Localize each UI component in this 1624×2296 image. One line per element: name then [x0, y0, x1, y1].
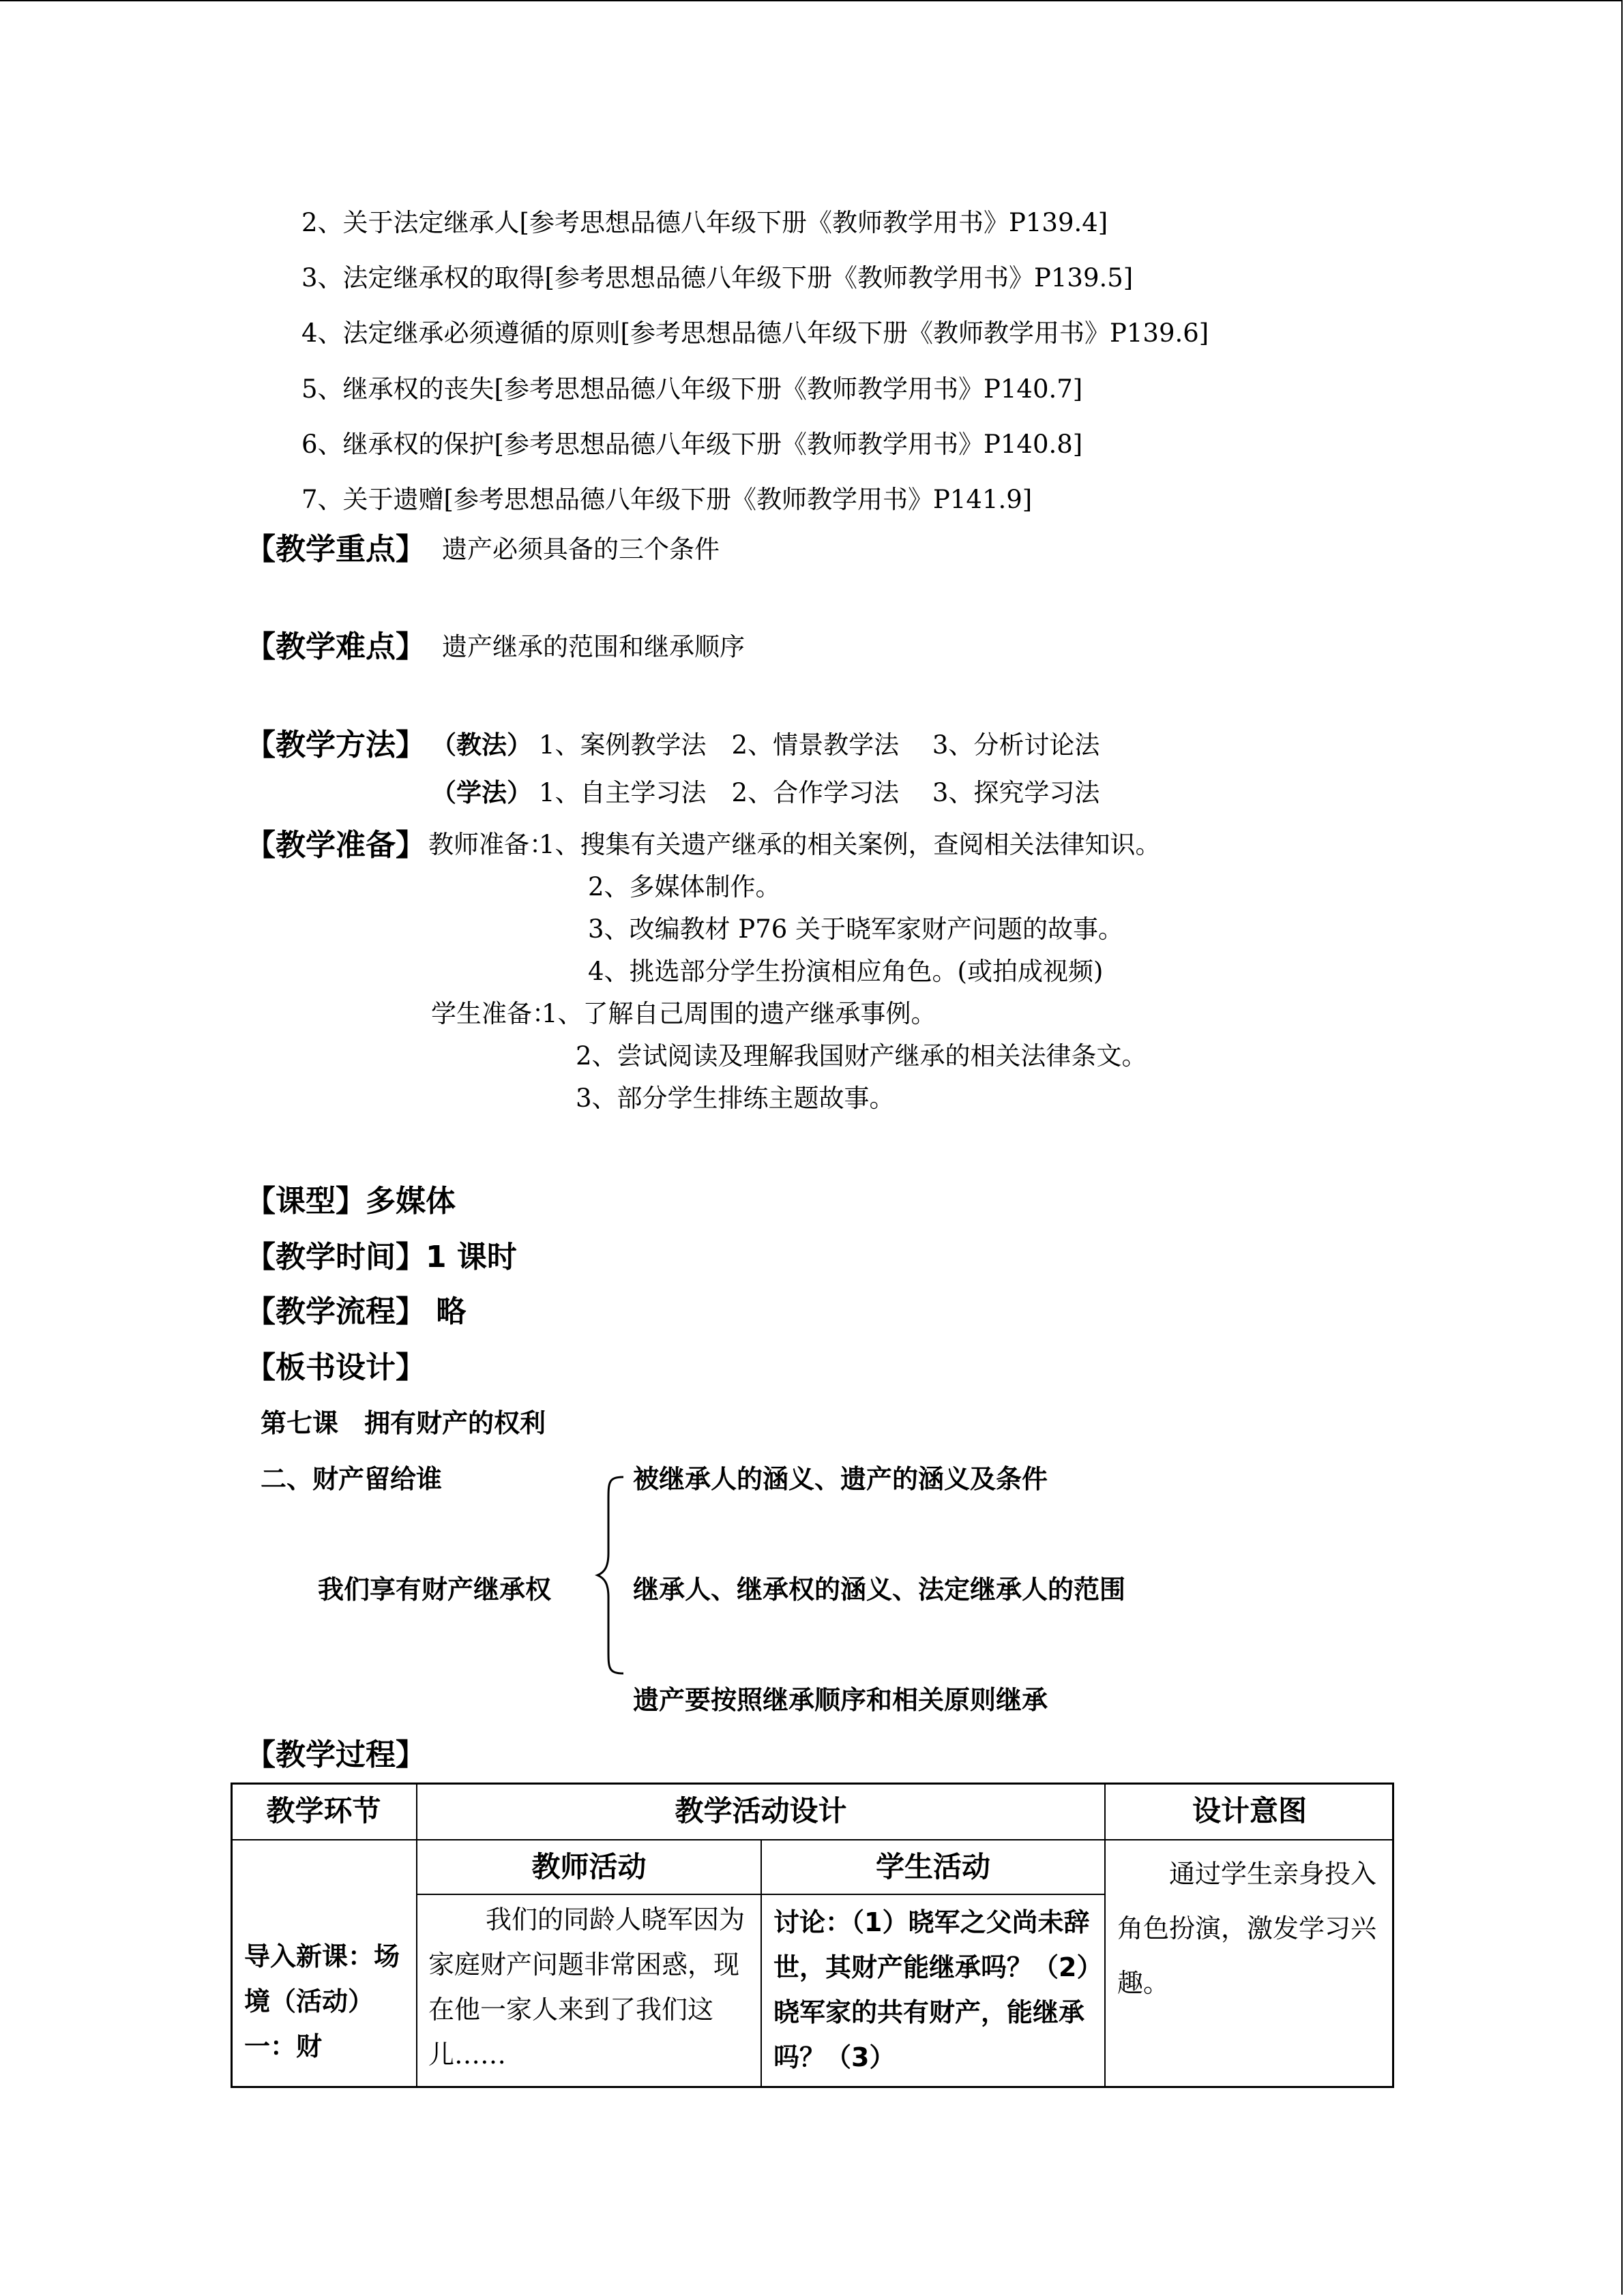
prep-teacher-item: 2、多媒体制作。 — [588, 872, 781, 901]
lesson-flow: 【教学流程】 略 — [246, 1294, 467, 1329]
key-point-label: 【教学重点】 — [246, 532, 426, 567]
difficulty-label: 【教学难点】 — [246, 629, 426, 664]
lesson-type: 【课型】多媒体 — [246, 1184, 456, 1219]
methods-label: 【教学方法】 — [246, 728, 426, 762]
methods-learn-tag: （学法） — [431, 778, 532, 807]
methods-learn-items: 1、自主学习法 2、合作学习法 3、探究学习法 — [539, 778, 1100, 807]
prep-student-item: 2、尝试阅读及理解我国财产继承的相关法律条文。 — [576, 1041, 1147, 1071]
prep-teacher-item: 3、改编教材 P76 关于晓军家财产问题的故事。 — [588, 914, 1124, 944]
methods-teach-tag: （教法） — [431, 730, 532, 760]
reference-item: 7、关于遗赠[参考思想品德八年级下册《教师教学用书》P141.9] — [301, 485, 1033, 514]
reference-item: 5、继承权的丧失[参考思想品德八年级下册《教师教学用书》P140.7] — [301, 374, 1083, 404]
prep-student-label: 学生准备： — [431, 999, 557, 1028]
col-header-activity: 教学活动设计 — [675, 1794, 847, 1828]
reference-item: 2、关于法定继承人[参考思想品德八年级下册《教师教学用书》P139.4] — [301, 208, 1108, 237]
cell-student-activity: 讨论：（1）晓军之父尚未辞世，其财产能继承吗？（2）晓军家的共有财产，能继承吗？（3） — [773, 1907, 1090, 2072]
prep-teacher-item: 4、挑选部分学生扮演相应角色。(或拍成视频) — [588, 957, 1104, 986]
cell-stage: 导入新课：场境（活动）一：财 — [244, 1941, 400, 2061]
lesson-time: 【教学时间】1 课时 — [246, 1240, 517, 1274]
board-lesson-title: 第七课 拥有财产的权利 — [261, 1408, 546, 1438]
reference-item: 4、法定继承必须遵循的原则[参考思想品德八年级下册《教师教学用书》P139.6] — [301, 318, 1209, 348]
sub-header-teacher: 教师活动 — [531, 1850, 647, 1883]
reference-item: 6、继承权的保护[参考思想品德八年级下册《教师教学用书》P140.8] — [301, 430, 1083, 459]
prep-teacher-label: 教师准备： — [428, 830, 555, 859]
process-heading: 【教学过程】 — [246, 1738, 426, 1772]
prep-student-item: 3、部分学生排练主题故事。 — [576, 1084, 895, 1113]
cell-design-intent: 通过学生亲身投入角色扮演，激发学习兴趣。 — [1117, 1859, 1377, 1998]
board-center: 我们享有财产继承权 — [318, 1575, 552, 1605]
reference-item: 3、法定继承权的取得[参考思想品德八年级下册《教师教学用书》P139.5] — [301, 263, 1134, 293]
key-point-text: 遗产必须具备的三个条件 — [442, 535, 720, 564]
sub-header-student: 学生活动 — [875, 1850, 990, 1883]
methods-teach-items: 1、案例教学法 2、情景教学法 3、分析讨论法 — [539, 730, 1100, 760]
col-header-stage: 教学环节 — [266, 1794, 381, 1828]
col-header-intent: 设计意图 — [1192, 1794, 1307, 1828]
process-table — [231, 1783, 1394, 2088]
difficulty-text: 遗产继承的范围和继承顺序 — [442, 632, 745, 661]
board-branch: 遗产要按照继承顺序和相关原则继承 — [633, 1685, 1048, 1715]
curly-brace-icon — [593, 1473, 634, 1678]
prep-student-item: 1、了解自己周围的遗产继承事例。 — [542, 999, 936, 1028]
prep-label: 【教学准备】 — [246, 828, 426, 863]
board-branch: 被继承人的涵义、遗产的涵义及条件 — [633, 1464, 1048, 1494]
prep-teacher-item: 1、搜集有关遗产继承的相关案例，查阅相关法律知识。 — [539, 830, 1161, 859]
board-branch: 继承人、继承权的涵义、法定继承人的范围 — [633, 1575, 1126, 1605]
board-design-heading: 【板书设计】 — [246, 1350, 426, 1385]
cell-teacher-activity: 我们的同龄人晓军因为家庭财产问题非常困惑，现在他一家人来到了我们这儿…… — [428, 1905, 745, 2070]
board-section: 二、财产留给谁 — [261, 1464, 443, 1494]
